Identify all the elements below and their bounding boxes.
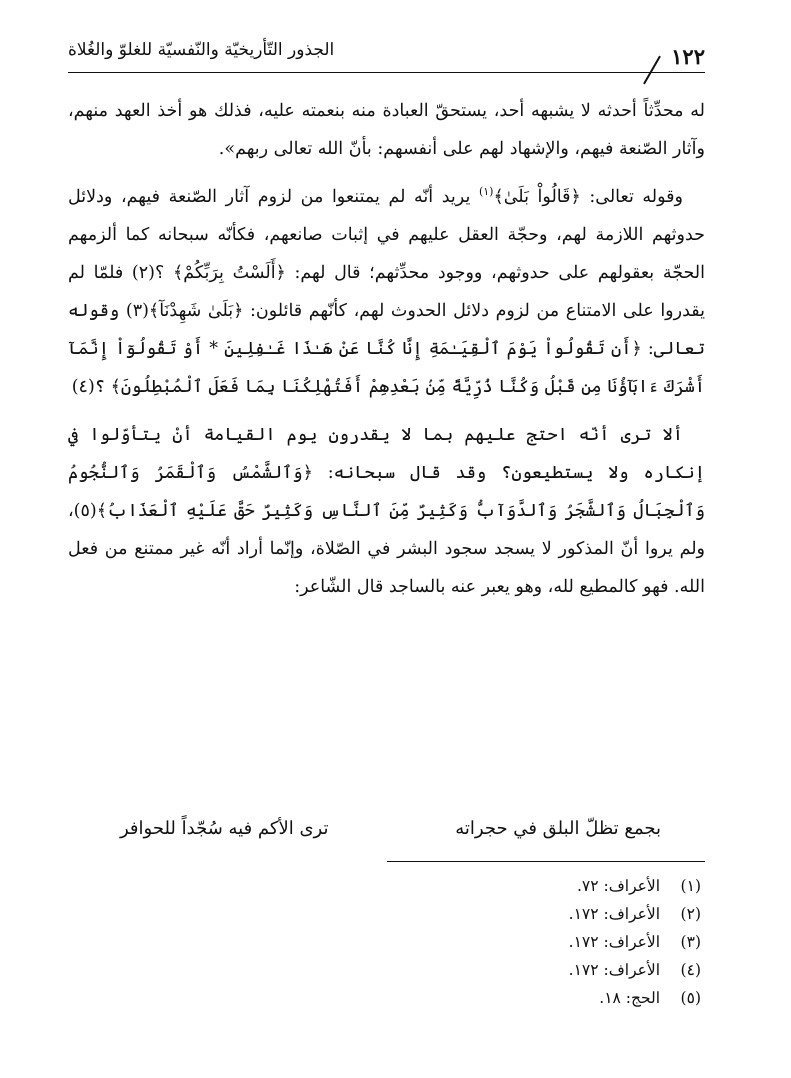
footnote-text: الأعراف: ١٧٢. — [568, 961, 661, 979]
footnote-ref: (١) — [478, 185, 494, 199]
paragraph-continuation — [68, 92, 705, 168]
footnote-number: (٢) — [680, 905, 701, 923]
paragraph-text: ألا ترى أنّه احتج عليهم بما لا يقدرون يوم القيامة أنْ يتأوّلوا في إنكاره ولا يستطيعون؟ وقد قال سبحانه: ﴿وَٱلشَّمْسُ وَٱلْقَمَرُ وَٱلنُّجُومُ وَٱلْجِبَالُ وَٱلشَّجَرُ وَٱلدَّوَآبُّ وَكَثِيرٌ مِّنَ ٱلنَّاسِ وَكَثِيرٌ حَقَّ عَلَيْهِ ٱلْعَذَابُ﴾(٥)، ولم يروا أنّ المذكور لا يسجد سجود البشر في الصّلاة، وإنّما أراد أنّه غير ممتنع من فعل الله. فهو كالمطيع لله، وهو يعبر عنه بالساجد قال الشّاعر: — [68, 425, 705, 597]
header-slash-divider — [643, 56, 661, 85]
footnote-item — [341, 872, 701, 900]
page-number: ١٢٢ — [671, 44, 705, 69]
paragraph-text: وقوله تعالى: ﴿قَالُواْ بَلَىٰ﴾ — [493, 187, 683, 207]
footnote-text: الأعراف: ١٧٢. — [568, 905, 661, 923]
paragraph-quran-commentary — [68, 178, 705, 406]
paragraph-text: له محدِّثاً أحدثه لا يشبهه أحد، يستحقّ العبادة منه بنعمته عليه، فذلك هو أخذ العهد منهم، وآثار الصّنعة فيهم، والإشهاد لهم على أنفسهم: بأنّ الله تعالى ربهم». — [68, 101, 705, 159]
paragraph-text-tail: يريد أنّه لم يمتنعوا من لزوم آثار الصّنعة فيهم، ودلائل حدوثهم اللازمة لهم، وحجّة العقل عليهم في إثبات صانعهم، فكأنّه سبحانه كما ألزمهم الحجّة بعقولهم على حدوثهم، ووجود محدِّثهم؛ قال لهم: ﴿أَلَسْتُ بِرَبِّكُمْ﴾ ؟(٢) فلمّا لم يقدروا على الامتناع من لزوم دلائل الحدوث لهم، كأنّهم قائلون: ﴿بَلَىٰ شَهِدْنَآ﴾(٣) وقوله تعالى: ﴿أَن تَقُولُواْ يَوْمَ ٱلْقِيَـٰمَةِ إِنَّا كُنَّا عَنْ هَـٰذَا غَـٰفِلِينَ * أَوْ تَقُولُوٓاْ إِنَّمَآ أَشْرَكَ ءَابَآؤُنَا مِن قَبْلُ وَكُنَّا ذُرِّيَّةً مِّنۢ بَعْدِهِمْ أَفَتُهْلِكُنَا بِمَا فَعَلَ ٱلْمُبْطِلُونَ﴾ ؟(٤) — [68, 187, 705, 397]
paragraph-argument — [68, 416, 705, 606]
footnote-item — [341, 984, 701, 1012]
footnote-item — [341, 928, 701, 956]
footnotes — [341, 872, 701, 1012]
footnote-text: الحج: ١٨. — [599, 989, 661, 1007]
verse-second-hemistich: ترى الأكم فيه سُجّداً للحوافر — [120, 818, 329, 839]
footnote-number: (٥) — [680, 989, 701, 1007]
verse-first-hemistich: بجمع تظلّ البلق في حجراته — [455, 818, 661, 839]
footnote-text: الأعراف: ١٧٢. — [568, 933, 661, 951]
poetry-verse — [120, 818, 661, 839]
running-title: الجذور التّأريخيّة والنّفسيّة للغلوّ والغُلاة — [68, 40, 335, 60]
footnote-separator — [387, 861, 705, 862]
footnote-item — [341, 956, 701, 984]
page-header — [68, 36, 705, 73]
footnote-number: (٤) — [680, 961, 701, 979]
footnote-text: الأعراف: ٧٢. — [576, 877, 661, 895]
footnote-item — [341, 900, 701, 928]
footnote-number: (١) — [680, 877, 701, 895]
body-text — [68, 92, 705, 616]
footnote-number: (٣) — [680, 933, 701, 951]
